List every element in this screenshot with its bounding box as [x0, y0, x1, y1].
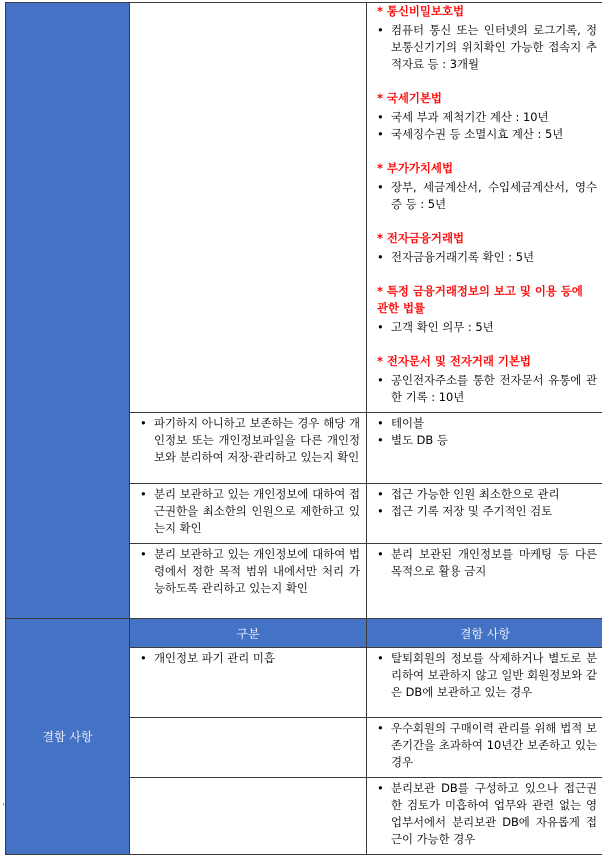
defect-desc-cell [367, 648, 602, 718]
check-note: • 접근 가능한 인원 최소한으로 관리 [373, 486, 597, 503]
check-note: • 분리 보관된 개인정보를 마케팅 등 다른 목적으로 활용 금지 [373, 546, 597, 580]
upper-side-cell [6, 3, 130, 619]
law-item: • 국세 부과 제척기간 계산 : 10년 [373, 109, 597, 126]
defects-header-desc: 결함 사항 [367, 619, 602, 648]
defect-category-cell [130, 718, 367, 778]
law-title: * 부가가치세법 [367, 160, 602, 177]
defect-desc: • 분리보관 DB를 구성하고 있으나 접근권한 검토가 미흡하여 업무와 관련 없는 영업부서에서 분리보관 DB에 자유롭게 접근이 가능한 경우 [373, 780, 597, 848]
law-item: • 컴퓨터 통신 또는 인터넷의 로그기록, 정보통신기기의 위치확인 가능한 접속지 추적자료 등 : 3개월 [373, 22, 597, 73]
defects-side-label: 결함 사항 [6, 619, 130, 855]
audit-table [5, 2, 602, 855]
defects-header-category: 구분 [130, 619, 367, 648]
defect-category: • 개인정보 파기 관리 미흡 [136, 650, 360, 667]
check-note-cell [367, 484, 602, 544]
defect-desc: • 우수회원의 구매이력 관리를 위해 법적 보존기간을 초과하여 10년간 보존하고 있는 경우 [373, 720, 597, 771]
check-note: • 별도 DB 등 [373, 432, 597, 449]
law-title: * 통신비밀보호법 [367, 3, 602, 20]
check-note-cell [367, 544, 602, 619]
law-item: • 공인전자주소를 통한 전자문서 유통에 관한 기록 : 10년 [373, 372, 597, 406]
law-title: * 국세기본법 [367, 90, 602, 107]
footnote-mark: ’ [2, 803, 5, 813]
check-note: • 접근 기록 저장 및 주기적인 검토 [373, 503, 597, 520]
defect-desc-cell [367, 718, 602, 778]
check-cell [130, 413, 367, 484]
check-note: • 테이블 [373, 415, 597, 432]
law-title: * 특정 금융거래정보의 보고 및 이용 등에 관한 법률 [367, 283, 602, 317]
check-item: • 분리 보관하고 있는 개인정보에 대하여 접근권한을 최소한의 인원으로 제한하고 있는지 확인 [136, 486, 360, 537]
check-cell [130, 484, 367, 544]
law-title: * 전자금융거래법 [367, 230, 602, 247]
law-item: • 고객 확인 의무 : 5년 [373, 319, 597, 336]
defect-desc-cell [367, 778, 602, 855]
defect-desc: • 탈퇴회원의 정보를 삭제하거나 별도로 분리하여 보관하지 않고 일반 회원정보와 같은 DB에 보관하고 있는 경우 [373, 650, 597, 701]
check-cell [130, 544, 367, 619]
check-note-cell [367, 413, 602, 484]
law-list-cell [367, 3, 602, 413]
law-title: * 전자문서 및 전자거래 기본법 [367, 353, 602, 370]
law-item: • 전자금융거래기록 확인 : 5년 [373, 249, 597, 266]
defect-category-cell [130, 778, 367, 855]
check-item: • 분리 보관하고 있는 개인정보에 대하여 법령에서 정한 목적 범위 내에서만 처리 가능하도록 관리하고 있는지 확인 [136, 546, 360, 597]
law-item: • 장부, 세금계산서, 수입세금계산서, 영수증 등 : 5년 [373, 179, 597, 213]
defect-category-cell [130, 648, 367, 718]
law-item: • 국세징수권 등 소멸시효 계산 : 5년 [373, 126, 597, 143]
empty-check-cell [130, 3, 367, 413]
check-item: • 파기하지 아니하고 보존하는 경우 해당 개인정보 또는 개인정보파일을 다른 개인정보와 분리하여 저장·관리하고 있는지 확인 [136, 415, 360, 466]
